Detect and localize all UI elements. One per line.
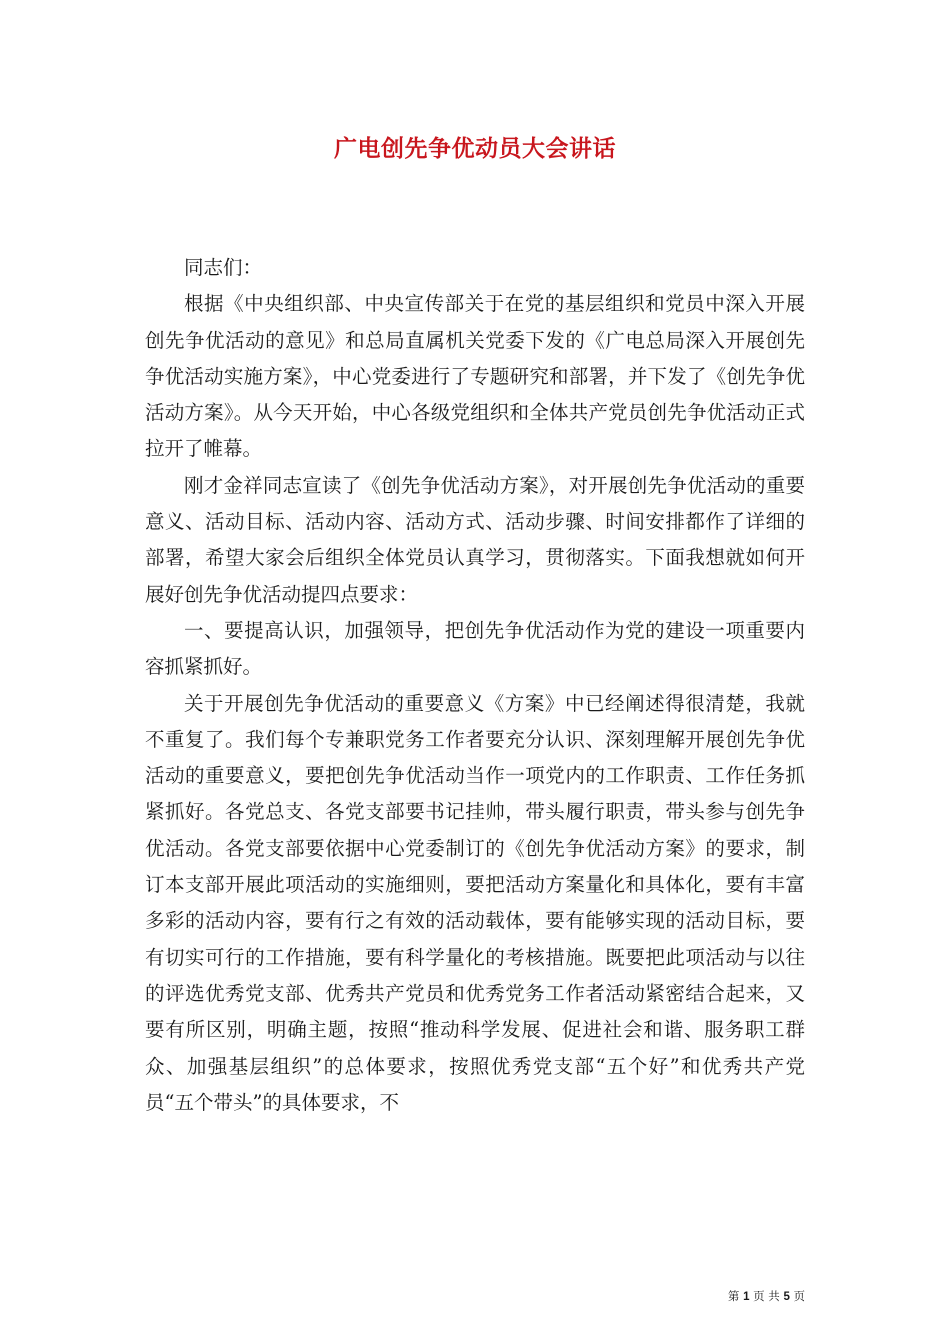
salutation-paragraph: 同志们：	[184, 256, 263, 279]
page-prefix: 第	[727, 1289, 740, 1303]
document-title: 广电创先争优动员大会讲话	[334, 135, 616, 162]
section-heading-paragraph: 一、要提高认识，加强领导，把创先争优活动作为党的建设一项重要内容抓紧抓好。	[145, 618, 805, 679]
body-paragraph: 根据《中央组织部、中央宣传部关于在党的基层组织和党员中深入开展创先争优活动的意见》和总局直属机关党委下发的《广电总局深入开展创先争优活动实施方案》，中心党委进行了专题研究和部署，并下发了《创先争优活动方案》。从今天开始，中心各级党组织和全体共产党员创先争优活动正式拉开了帷幕。	[145, 292, 805, 461]
document-body	[145, 250, 805, 1121]
total-pages-number: 5	[783, 1291, 790, 1303]
page-middle: 页 共	[753, 1289, 780, 1303]
page-suffix: 页	[793, 1289, 805, 1303]
current-page-number: 1	[743, 1291, 750, 1303]
page-number-footer	[728, 1288, 805, 1304]
body-paragraph: 刚才金祥同志宣读了《创先争优活动方案》，对开展创先争优活动的重要意义、活动目标、活动内容、活动方式、活动步骤、时间安排都作了详细的部署，希望大家会后组织全体党员认真学习，贯彻落实。下面我想就如何开展好创先争优活动提四点要求：	[145, 473, 805, 606]
body-paragraph: 关于开展创先争优活动的重要意义《方案》中已经阐述得很清楚，我就不重复了。我们每个专兼职党务工作者要充分认识、深刻理解开展创先争优活动的重要意义，要把创先争优活动当作一项党内的工作职责、工作任务抓紧抓好。各党总支、各党支部要书记挂帅，带头履行职责，带头参与创先争优活动。各党支部要依据中心党委制订的《创先争优活动方案》的要求，制订本支部开展此项活动的实施细则，要把活动方案量化和具体化，要有丰富多彩的活动内容，要有行之有效的活动载体，要有能够实现的活动目标，要有切实可行的工作措施，要有科学量化的考核措施。既要把此项活动与以往的评选优秀党支部、优秀共产党员和优秀党务工作者活动紧密结合起来，又要有所区别，明确主题，按照“推动科学发展、促进社会和谐、服务职工群众、加强基层组织”的总体要求，按照优秀党支部“五个好”和优秀共产党员“五个带头”的具体要求，不	[145, 691, 805, 1114]
